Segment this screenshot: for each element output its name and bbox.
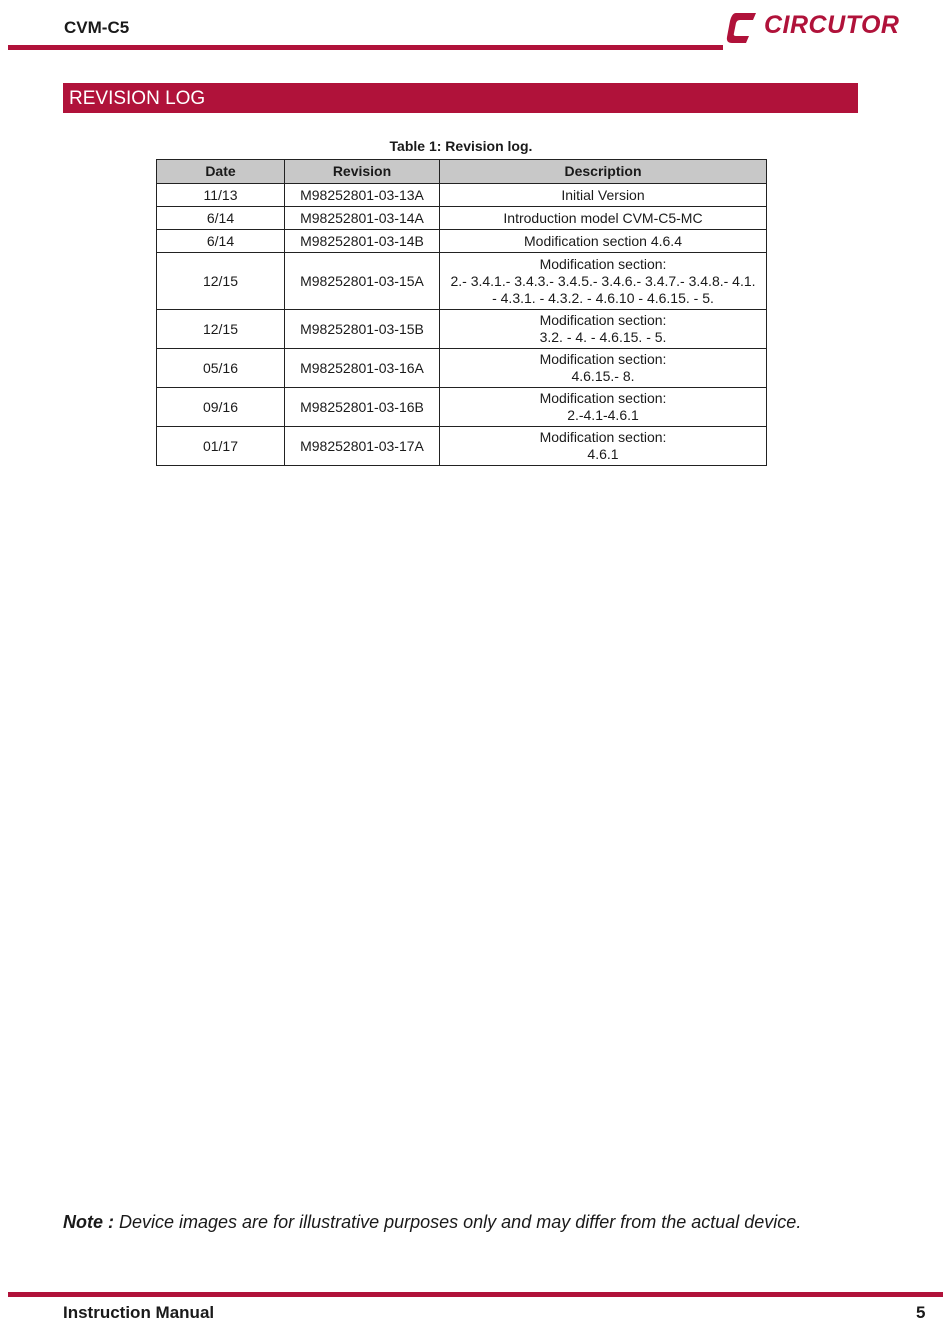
description-line: Modification section: xyxy=(539,351,667,367)
column-header-date: Date xyxy=(157,160,285,184)
description-cell: Initial Version xyxy=(440,184,767,207)
note-text: Device images are for illustrative purposes only and may differ from the actual device. xyxy=(114,1212,802,1232)
description-cell: Modification section 4.6.4 xyxy=(440,230,767,253)
description-cell: Introduction model CVM-C5-MC xyxy=(440,207,767,230)
revision-cell: M98252801-03-16B xyxy=(285,388,440,427)
date-cell: 12/15 xyxy=(157,310,285,349)
circutor-logo-icon xyxy=(726,10,762,46)
description-line: 3.2. - 4. - 4.6.15. - 5. xyxy=(539,329,667,345)
revision-cell: M98252801-03-15A xyxy=(285,253,440,310)
table-row xyxy=(157,349,767,388)
table-row xyxy=(157,427,767,466)
description-cell xyxy=(440,310,767,349)
description-line: 4.6.1 xyxy=(587,446,619,462)
revision-cell: M98252801-03-17A xyxy=(285,427,440,466)
revision-cell: M98252801-03-14B xyxy=(285,230,440,253)
revision-cell: M98252801-03-16A xyxy=(285,349,440,388)
logo-wordmark: CIRCUTOR xyxy=(764,11,900,39)
table-row xyxy=(157,207,767,230)
document-title: CVM-C5 xyxy=(64,18,130,37)
revision-table xyxy=(156,159,767,466)
description-cell xyxy=(440,349,767,388)
date-cell: 6/14 xyxy=(157,230,285,253)
date-cell: 05/16 xyxy=(157,349,285,388)
description-line: 4.6.15.- 8. xyxy=(571,368,635,384)
column-header-revision: Revision xyxy=(285,160,440,184)
table-row xyxy=(157,184,767,207)
description-line: Modification section: xyxy=(539,390,667,406)
section-heading: REVISION LOG xyxy=(63,83,858,113)
date-cell: 09/16 xyxy=(157,388,285,427)
date-cell: 01/17 xyxy=(157,427,285,466)
table-row xyxy=(157,230,767,253)
page-number: 5 xyxy=(916,1303,926,1322)
note xyxy=(63,1212,801,1233)
description-line: 2.-4.1-4.6.1 xyxy=(567,407,639,423)
date-cell: 12/15 xyxy=(157,253,285,310)
description-line: Modification section: xyxy=(539,255,667,272)
table-header-row xyxy=(157,160,767,184)
description-line: - 4.3.1. - 4.3.2. - 4.6.10 - 4.6.15. - 5. xyxy=(492,289,714,306)
description-line: 2.- 3.4.1.- 3.4.3.- 3.4.5.- 3.4.6.- 3.4.7.- 3.4.8.- 4.1. xyxy=(450,272,756,289)
circutor-logo xyxy=(726,8,904,46)
table-row xyxy=(157,388,767,427)
table-row xyxy=(157,253,767,310)
description-line: Modification section: xyxy=(539,312,667,328)
description-cell xyxy=(440,253,767,310)
footer-rule xyxy=(8,1292,943,1297)
note-label: Note : xyxy=(63,1212,114,1232)
description-cell xyxy=(440,388,767,427)
date-cell: 6/14 xyxy=(157,207,285,230)
revision-cell: M98252801-03-15B xyxy=(285,310,440,349)
description-cell xyxy=(440,427,767,466)
date-cell: 11/13 xyxy=(157,184,285,207)
header-rule xyxy=(8,45,723,50)
table-caption: Table 1: Revision log. xyxy=(389,138,533,154)
footer-manual-label: Instruction Manual xyxy=(63,1303,215,1322)
table-row xyxy=(157,310,767,349)
revision-cell: M98252801-03-14A xyxy=(285,207,440,230)
revision-cell: M98252801-03-13A xyxy=(285,184,440,207)
column-header-description: Description xyxy=(440,160,767,184)
description-line: Modification section: xyxy=(539,429,667,445)
